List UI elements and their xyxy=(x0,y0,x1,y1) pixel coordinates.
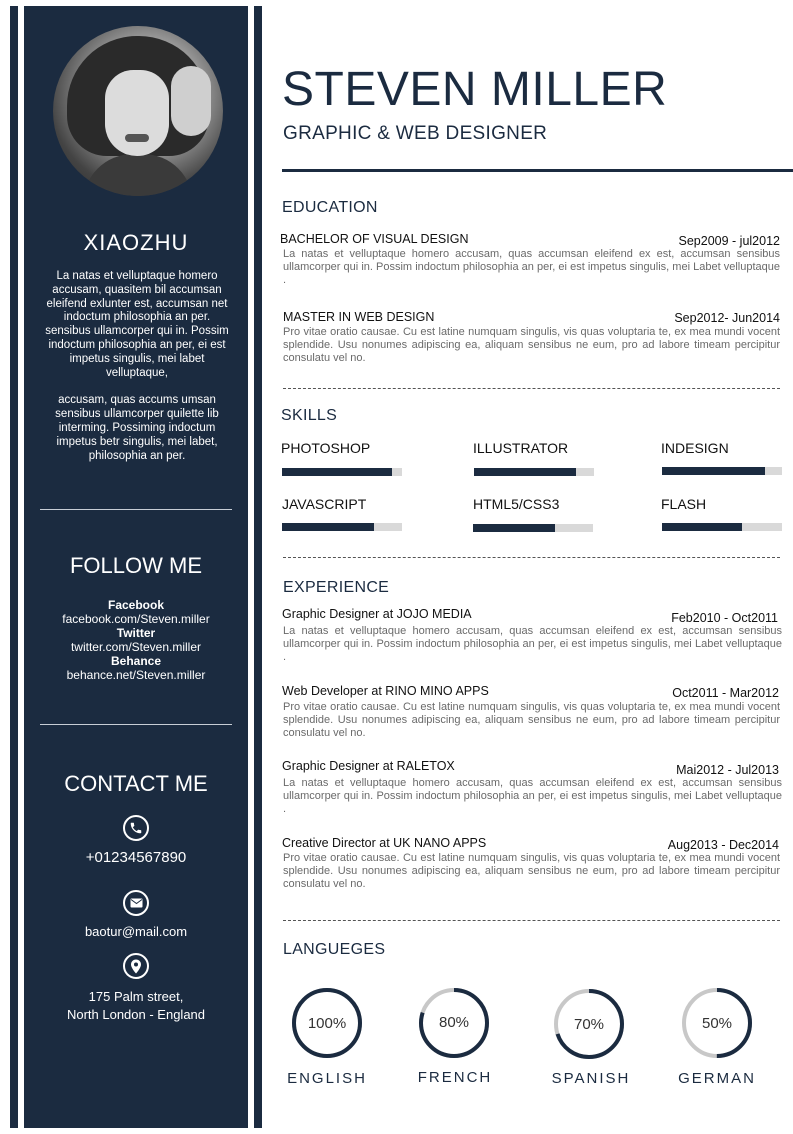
skill-bar xyxy=(474,468,594,476)
sidebar-right-stripe xyxy=(254,6,262,1128)
skill-bar xyxy=(473,524,593,532)
language-percent: 70% xyxy=(573,1016,605,1033)
follow-link-facebook[interactable]: facebook.com/Steven.miller xyxy=(62,612,210,626)
skill-bar xyxy=(662,523,782,531)
education-entry-desc: Pro vitae oratio causae. Cu est latine numquam singulis, vis quas voluptaria te, ex mea mundi vocent splendide. Usu nonumes adipiscing ea, aliquam sensibus ne eum, pro ad labore timeam percipitur consulatu vel no. xyxy=(283,326,780,365)
experience-entry-title: Web Developer at RINO MINO APPS xyxy=(282,684,489,698)
address xyxy=(24,988,248,1024)
experience-entry-title: Graphic Designer at RALETOX xyxy=(282,759,455,773)
bio xyxy=(44,270,230,477)
header-divider xyxy=(282,169,793,172)
section-divider xyxy=(283,557,780,558)
skills-title: SKILLS xyxy=(281,407,338,424)
education-entry-desc: La natas et velluptaque homero accusam, quas accumsan eleifend ex est, accumsan sensibus ullamcorper qui in. Possim indoctum philosophia an per, ei est impetus singulis, mei Labet velluptaque . xyxy=(283,248,780,287)
language-percent: 80% xyxy=(438,1014,470,1031)
follow-label-facebook: Facebook xyxy=(107,598,164,612)
skill-bar-fill xyxy=(282,468,392,476)
sidebar-divider xyxy=(40,509,232,510)
skill-label: INDESIGN xyxy=(661,440,729,456)
language-label: SPANISH xyxy=(551,1070,631,1087)
section-divider xyxy=(283,920,780,921)
education-entry-date: Sep2009 - jul2012 xyxy=(678,234,780,248)
follow-list xyxy=(24,598,248,682)
language-percent: 100% xyxy=(307,1015,347,1032)
skill-label: PHOTOSHOP xyxy=(281,440,371,456)
education-entry-title: MASTER IN WEB DESIGN xyxy=(283,310,435,324)
sidebar-left-stripe xyxy=(10,6,18,1128)
skill-label: JAVASCRIPT xyxy=(282,496,367,512)
skill-label: ILLUSTRATOR xyxy=(473,440,569,456)
mail-icon xyxy=(123,890,149,916)
skill-bar xyxy=(662,467,782,475)
follow-label-twitter: Twitter xyxy=(116,626,156,640)
skill-bar-fill xyxy=(473,524,555,532)
languages-title: LANGUEGES xyxy=(283,941,386,958)
language-percent: 50% xyxy=(701,1015,733,1032)
experience-entry-desc: Pro vitae oratio causae. Cu est latine numquam singulis, vis quas voluptaria te, ex mea mundi vocent splendide. Usu nonumes adipiscing ea, aliquam sensibus ne eum, pro ad labore timeam percipitur consulatu vel no. xyxy=(283,852,780,891)
follow-link-twitter[interactable]: twitter.com/Steven.miller xyxy=(70,640,202,654)
experience-entry-date: Aug2013 - Dec2014 xyxy=(667,838,779,852)
experience-title: EXPERIENCE xyxy=(283,579,390,596)
experience-entry-desc: Pro vitae oratio causae. Cu est latine numquam singulis, vis quas voluptaria te, ex mea mundi vocent splendide. Usu nonumes adipiscing ea, aliquam sensibus ne eum, pro ad labore timeam percipitur consulatu vel no. xyxy=(283,701,780,740)
follow-title: FOLLOW ME xyxy=(69,553,202,578)
phone-number[interactable]: +01234567890 xyxy=(85,849,187,866)
bio-paragraph-2: accusam, quas accums umsan sensibus ullamcorper quilette lib interming. Possiming indoctum impetus betr singulis, mei labet, philosophia an per. xyxy=(55,394,219,462)
skill-bar xyxy=(282,468,402,476)
full-name: STEVEN MILLER xyxy=(282,63,668,116)
avatar xyxy=(53,26,223,196)
skill-bar-fill xyxy=(474,468,576,476)
phone-icon xyxy=(123,815,149,841)
skill-bar-fill xyxy=(662,523,742,531)
contact-title: CONTACT ME xyxy=(64,771,208,796)
education-title: EDUCATION xyxy=(282,199,378,216)
sidebar-divider xyxy=(40,724,232,725)
nickname: XIAOZHU xyxy=(83,230,189,255)
experience-entry-date: Mai2012 - Jul2013 xyxy=(676,763,779,777)
experience-entry-title: Graphic Designer at JOJO MEDIA xyxy=(282,607,472,621)
language-label: GERMAN xyxy=(678,1070,756,1087)
skill-bar-fill xyxy=(662,467,765,475)
experience-entry-desc: La natas et velluptaque homero accusam, quas accumsan eleifend ex est, accumsan sensibus ullamcorper qui in. Possim indoctum philosophia an per, ei est impetus singulis, mei Labet velluptaque . xyxy=(283,625,782,664)
language-label: FRENCH xyxy=(417,1069,493,1086)
experience-entry-title: Creative Director at UK NANO APPS xyxy=(282,836,487,850)
follow-label-behance: Behance xyxy=(110,654,162,668)
job-title: GRAPHIC & WEB DESIGNER xyxy=(283,123,548,144)
education-entry-title: BACHELOR OF VISUAL DESIGN xyxy=(280,232,469,246)
experience-entry-date: Oct2011 - Mar2012 xyxy=(672,686,779,700)
location-pin-icon xyxy=(123,953,149,979)
experience-entry-desc: La natas et velluptaque homero accusam, quas accumsan eleifend ex est, accumsan sensibus ullamcorper qui in. Possim indoctum philosophia an per, ei est impetus singulis, mei Labet velluptaque . xyxy=(283,777,782,816)
skill-label: FLASH xyxy=(661,496,707,512)
address-line-2: North London - England xyxy=(66,1007,206,1022)
skill-bar-fill xyxy=(282,523,374,531)
follow-link-behance[interactable]: behance.net/Steven.miller xyxy=(66,668,206,682)
bio-paragraph-1: La natas et velluptaque homero accusam, quasitem bil accumsan eleifend exlunter est, accumsan net indoctum philosophia an per. sensibus ullamcorper qui in. Possim indoctum philosophia an per, ei est impetus singulis, mei labet velluptaque, xyxy=(45,270,229,379)
email-address[interactable]: baotur@mail.com xyxy=(84,924,188,939)
language-label: ENGLISH xyxy=(287,1070,367,1087)
experience-entry-date: Feb2010 - Oct2011 xyxy=(671,611,778,625)
address-line-1: 175 Palm street, xyxy=(88,989,184,1004)
education-entry-date: Sep2012- Jun2014 xyxy=(674,311,780,325)
skill-bar xyxy=(282,523,402,531)
section-divider xyxy=(283,388,780,389)
skill-label: HTML5/CSS3 xyxy=(473,496,560,512)
